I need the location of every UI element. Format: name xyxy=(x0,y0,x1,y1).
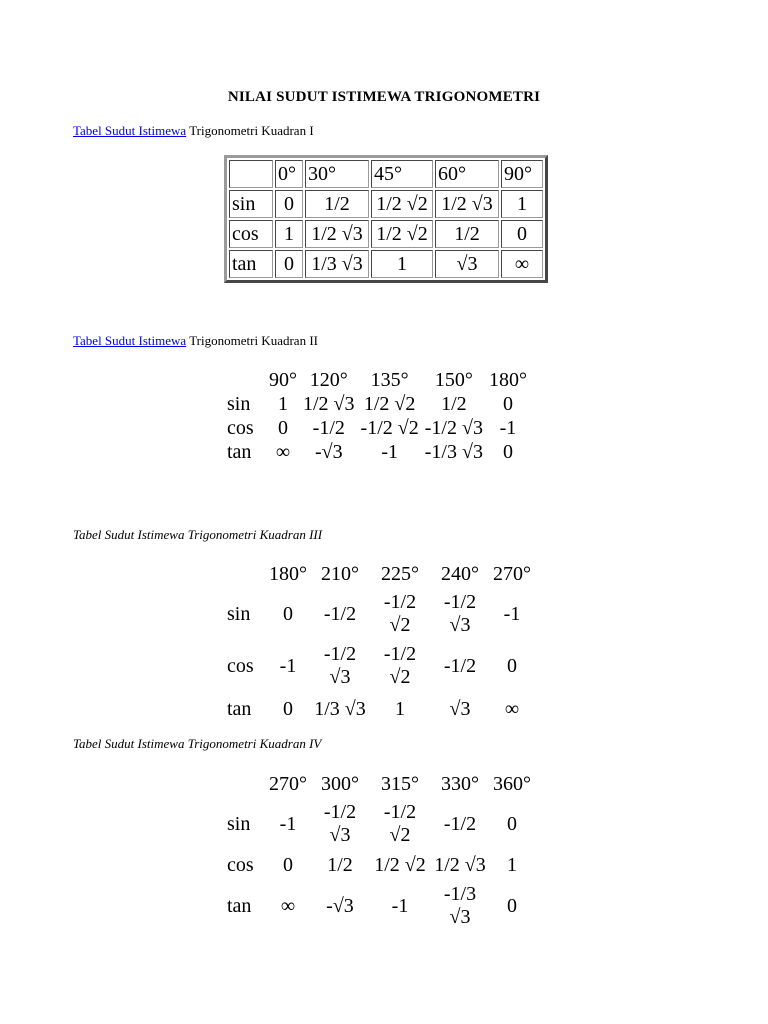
header-cell: 90° xyxy=(269,369,297,391)
header-cell: 135° xyxy=(370,369,409,391)
header-cell: 240° xyxy=(441,563,479,585)
stacked-value: -1/2 √2 xyxy=(383,643,417,688)
stacked-value: -1/2 √3 xyxy=(323,643,357,688)
value-cell xyxy=(370,588,430,640)
value-cell xyxy=(430,880,490,932)
header-cell: 180° xyxy=(488,369,527,391)
caption-text: Trigonometri Kuadran I xyxy=(186,123,314,138)
value-cell: 1/2 √2 xyxy=(371,220,433,248)
row-label: sin xyxy=(229,190,273,218)
page-title: NILAI SUDUT ISTIMEWA TRIGONOMETRI xyxy=(227,89,541,105)
row-label: sin xyxy=(227,603,251,625)
caption-kuadran-2 xyxy=(73,333,318,349)
table-row xyxy=(224,880,534,932)
value-cell: 0 xyxy=(278,417,288,439)
table-row xyxy=(224,640,534,692)
header-cell: 270° xyxy=(269,773,307,795)
value-cell: 0 xyxy=(502,441,513,463)
value-cell: -1/2 √2 xyxy=(360,417,419,439)
header-cell: 45° xyxy=(371,160,433,188)
value-cell: 1 xyxy=(395,698,405,720)
stacked-value: -1/2 √2 xyxy=(383,801,417,846)
table-row xyxy=(224,850,534,880)
value-cell: 1/2 √3 xyxy=(303,393,355,415)
table-row xyxy=(224,798,534,850)
value-cell: -1 xyxy=(279,655,297,677)
header-cell xyxy=(224,770,266,798)
row-label: sin xyxy=(227,813,251,835)
table-row xyxy=(229,190,543,218)
header-cell: 315° xyxy=(381,773,419,795)
table-row xyxy=(224,588,534,640)
header-cell: 330° xyxy=(441,773,479,795)
value-cell: 1/2 √2 xyxy=(371,190,433,218)
value-cell: 1/2 xyxy=(305,190,369,218)
value-cell: -1 xyxy=(381,441,398,463)
header-cell: 120° xyxy=(309,369,348,391)
stacked-value: -1/3 √3 xyxy=(443,883,477,928)
table-row xyxy=(224,692,534,726)
value-cell: 1/2 √2 xyxy=(363,393,416,415)
row-label: cos xyxy=(227,655,254,677)
header-cell: 360° xyxy=(493,773,531,795)
value-cell: 0 xyxy=(283,698,293,720)
value-cell: -1/2 xyxy=(443,813,477,835)
header-cell: 210° xyxy=(321,563,359,585)
value-cell: -1 xyxy=(391,895,409,917)
value-cell: 1/2 √3 xyxy=(434,854,486,876)
value-cell: 1 xyxy=(278,393,288,415)
header-cell: 180° xyxy=(269,563,307,585)
row-label: tan xyxy=(229,250,273,278)
table-row xyxy=(229,220,543,248)
caption-kuadran-4: Tabel Sudut Istimewa Trigonometri Kuadran IV xyxy=(73,736,322,751)
value-cell: 0 xyxy=(501,220,543,248)
table-row xyxy=(224,392,530,416)
value-cell: 0 xyxy=(275,190,303,218)
header-cell xyxy=(224,560,266,588)
table-kuadran-3 xyxy=(224,560,534,726)
table-row xyxy=(229,250,543,278)
stacked-value: -1/2 √2 xyxy=(383,591,417,636)
caption-kuadran-3: Tabel Sudut Istimewa Trigonometri Kuadran III xyxy=(73,527,323,542)
header-cell: 300° xyxy=(321,773,359,795)
row-label: tan xyxy=(227,698,252,720)
value-cell: 1 xyxy=(371,250,433,278)
value-cell: 1 xyxy=(501,190,543,218)
value-cell: 1/2 √3 xyxy=(435,190,499,218)
value-cell: ∞ xyxy=(275,441,291,463)
link-tabel-sudut-istimewa-1[interactable]: Tabel Sudut Istimewa xyxy=(73,123,187,138)
header-row xyxy=(224,770,534,798)
value-cell: 1/2 xyxy=(435,220,499,248)
value-cell xyxy=(310,640,370,692)
header-cell xyxy=(229,160,273,188)
value-cell: 0 xyxy=(507,895,517,917)
stacked-value: -1/2 √3 xyxy=(443,591,477,636)
value-cell: -1 xyxy=(499,417,517,439)
value-cell: 1/2 √3 xyxy=(305,220,369,248)
value-cell: ∞ xyxy=(280,895,296,917)
value-cell: -1 xyxy=(503,603,521,625)
header-cell: 30° xyxy=(305,160,369,188)
value-cell: -1/2 xyxy=(443,655,477,677)
value-cell: 1 xyxy=(275,220,303,248)
row-label: cos xyxy=(227,417,254,439)
header-cell: 60° xyxy=(435,160,499,188)
table-kuadran-2 xyxy=(224,368,530,464)
row-label: cos xyxy=(227,854,254,876)
table-kuadran-4 xyxy=(224,770,534,932)
value-cell: 1/2 √2 xyxy=(374,854,426,876)
value-cell: √3 xyxy=(435,250,499,278)
value-cell: 0 xyxy=(507,813,517,835)
value-cell: 0 xyxy=(283,854,293,876)
value-cell: 1/3 √3 xyxy=(305,250,369,278)
header-cell: 225° xyxy=(381,563,419,585)
value-cell: -√3 xyxy=(314,441,343,463)
value-cell: -√3 xyxy=(326,895,354,917)
value-cell: 1/2 xyxy=(327,854,353,876)
header-row xyxy=(229,160,543,188)
value-cell: -1/2 xyxy=(323,603,357,625)
header-row xyxy=(224,368,530,392)
row-label: cos xyxy=(229,220,273,248)
row-label: sin xyxy=(227,393,251,415)
value-cell: ∞ xyxy=(501,250,543,278)
header-cell: 90° xyxy=(501,160,543,188)
value-cell: √3 xyxy=(449,698,471,720)
value-cell xyxy=(370,798,430,850)
value-cell xyxy=(310,798,370,850)
table-kuadran-1 xyxy=(224,155,548,283)
value-cell xyxy=(430,588,490,640)
stacked-value: -1/2 √3 xyxy=(323,801,357,846)
value-cell xyxy=(370,640,430,692)
value-cell: 0 xyxy=(502,393,513,415)
value-cell: -1 xyxy=(279,813,297,835)
header-cell xyxy=(224,368,266,392)
value-cell: -1/2 xyxy=(312,417,345,439)
header-cell: 270° xyxy=(493,563,531,585)
caption-kuadran-1 xyxy=(73,123,314,139)
value-cell: -1/3 √3 xyxy=(424,441,483,463)
value-cell: 1/3 √3 xyxy=(314,698,366,720)
value-cell: 1/2 xyxy=(441,393,467,415)
value-cell: 1 xyxy=(507,854,517,876)
value-cell: 0 xyxy=(507,655,517,677)
header-row xyxy=(224,560,534,588)
value-cell: ∞ xyxy=(504,698,520,720)
value-cell: -1/2 √3 xyxy=(424,417,483,439)
value-cell: 0 xyxy=(283,603,293,625)
row-label: tan xyxy=(227,441,252,463)
caption-text: Trigonometri Kuadran II xyxy=(186,333,318,348)
table-row xyxy=(224,440,530,464)
header-cell: 150° xyxy=(434,369,473,391)
link-tabel-sudut-istimewa-2[interactable]: Tabel Sudut Istimewa xyxy=(73,333,187,348)
value-cell: 0 xyxy=(275,250,303,278)
header-cell: 0° xyxy=(275,160,303,188)
table-row xyxy=(224,416,530,440)
row-label: tan xyxy=(227,895,252,917)
